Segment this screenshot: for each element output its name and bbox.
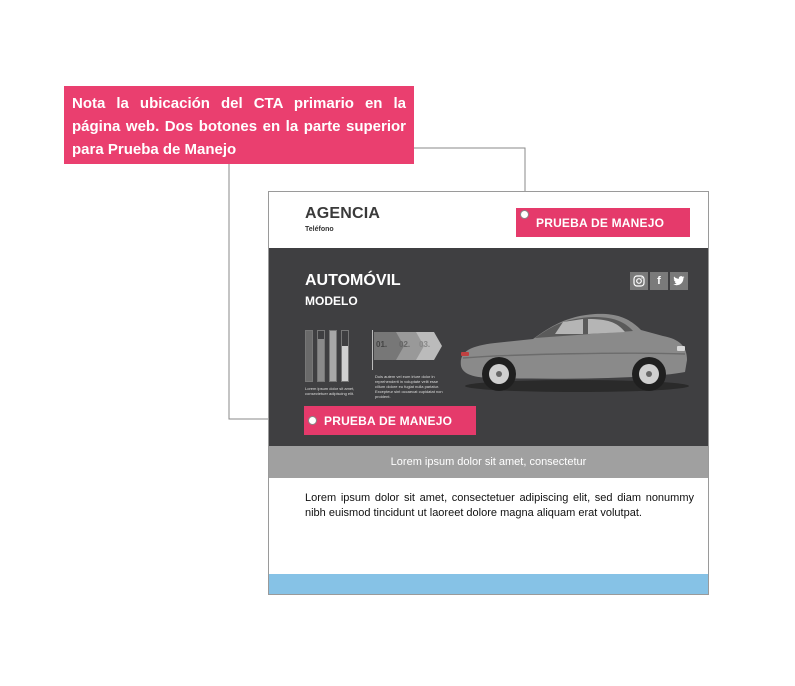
step-2: 02. bbox=[399, 340, 411, 349]
steps-graphic bbox=[372, 330, 444, 375]
step-3: 03. bbox=[419, 340, 431, 349]
agency-phone: Teléfono bbox=[305, 226, 334, 233]
test-drive-button-hero[interactable] bbox=[304, 406, 476, 435]
test-drive-label: PRUEBA DE MANEJO bbox=[324, 413, 453, 428]
bar-fill bbox=[318, 339, 324, 382]
steps-caption: Duis autem vel eum iriure dolor in reprehenderit in voluptate velit esse cillum dolore eu fugiat nulla pariatur. Excepteur sint occaecat cupidatat non proident. bbox=[375, 374, 443, 399]
site-header bbox=[269, 192, 708, 248]
test-drive-label: PRUEBA DE MANEJO bbox=[536, 215, 665, 230]
bar-fill bbox=[342, 346, 348, 381]
website-mockup bbox=[268, 191, 709, 595]
bar-graphic bbox=[305, 330, 359, 382]
instagram-icon[interactable] bbox=[630, 272, 648, 290]
annotation-text: Nota la ubicación del CTA primario en la página web. Dos botones en la parte superior para Prueba de Manejo bbox=[72, 95, 406, 158]
car-title: AUTOMÓVIL bbox=[305, 272, 401, 289]
bar-4 bbox=[341, 330, 349, 382]
car-model: MODELO bbox=[305, 294, 358, 308]
car-image bbox=[455, 308, 693, 394]
test-drive-button-top[interactable] bbox=[516, 208, 690, 237]
hero-section bbox=[269, 248, 708, 446]
bar-2 bbox=[317, 330, 325, 382]
bar-fill bbox=[330, 331, 336, 381]
content-paragraph: Lorem ipsum dolor sit amet, consectetuer adipiscing elit, sed diam nonummy nibh euismod tincidunt ut laoreet dolore magna aliquam erat volutpat. bbox=[305, 492, 694, 519]
bar-fill bbox=[306, 331, 312, 381]
tagline-band bbox=[269, 446, 708, 478]
bar-3 bbox=[329, 330, 337, 382]
facebook-icon[interactable]: f bbox=[650, 272, 668, 290]
agency-logo[interactable]: AGENCIA bbox=[305, 205, 381, 222]
marker-dot-icon bbox=[308, 416, 317, 425]
steps-arrows bbox=[372, 330, 444, 370]
annotation-callout bbox=[64, 86, 414, 164]
twitter-icon[interactable] bbox=[670, 272, 688, 290]
bars-caption: Lorem ipsum dolor sit amet, consectetuer adipiscing elit. bbox=[305, 386, 355, 396]
step-1: 01. bbox=[376, 340, 388, 349]
marker-dot-icon bbox=[520, 210, 529, 219]
tagline-text: Lorem ipsum dolor sit amet, consectetur bbox=[390, 456, 587, 468]
footer-bar bbox=[269, 574, 708, 594]
bar-1 bbox=[305, 330, 313, 382]
